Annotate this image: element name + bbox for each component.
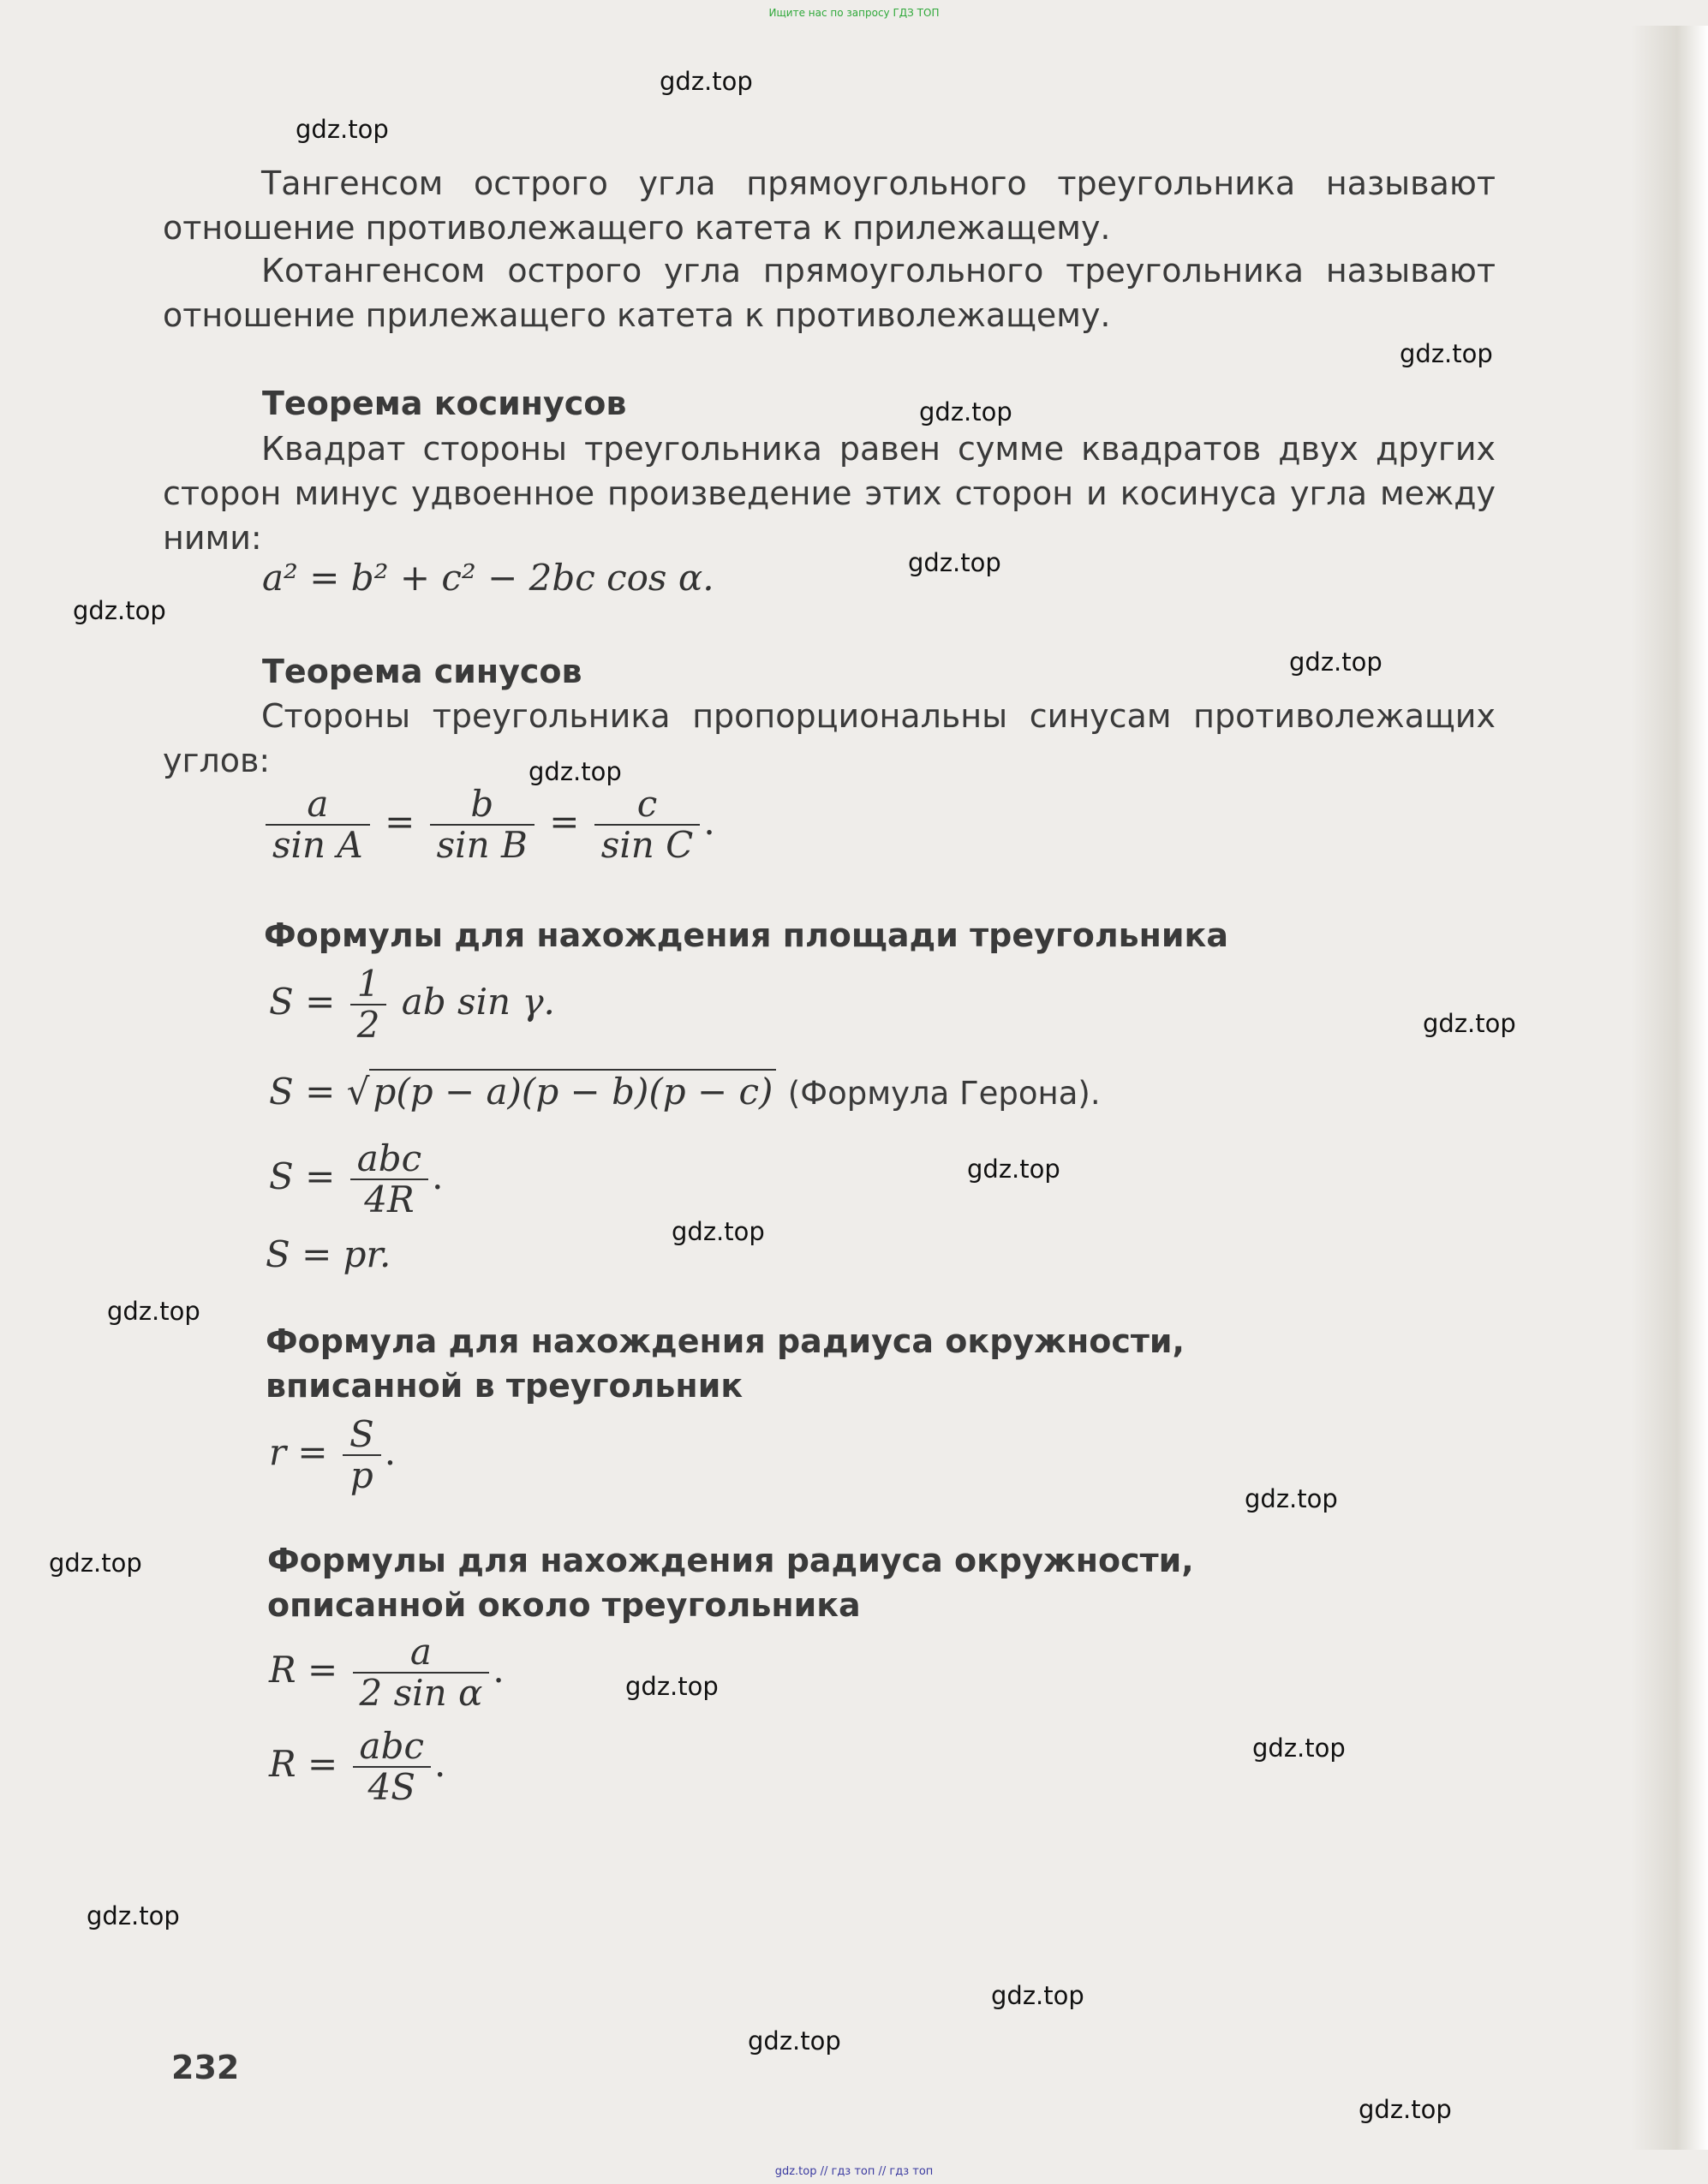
denominator: 2 — [356, 1004, 380, 1046]
paragraph-tangent — [163, 161, 1496, 250]
formula-left: R = — [269, 1743, 338, 1785]
watermark: gdz.top — [1289, 647, 1383, 677]
fraction — [594, 785, 701, 865]
watermark: gdz.top — [991, 1981, 1084, 2010]
denominator: sin B — [436, 824, 528, 866]
fraction — [353, 1632, 490, 1713]
paragraph-cotangent — [163, 248, 1496, 337]
formula-circumradius-sine: R = $\frac{a}{\text{2 sin α}}$ . — [269, 1631, 505, 1714]
formula-left: r = — [269, 1431, 328, 1473]
heading-sine-theorem: Теорема синусов — [262, 653, 582, 690]
fraction — [343, 1415, 381, 1495]
heading-area-formulas: Формулы для нахождения площади треугольника — [264, 916, 1228, 954]
watermark: gdz.top — [49, 1548, 142, 1578]
fraction — [353, 1727, 431, 1807]
footer-note: gdz.top // гдз топ // гдз топ — [774, 2165, 934, 2178]
paragraph-cosine-theorem — [163, 427, 1496, 560]
heading-cosine-theorem: Теорема косинусов — [262, 385, 627, 422]
watermark: gdz.top — [296, 115, 389, 144]
watermark: gdz.top — [1400, 339, 1493, 368]
heading-circumradius-2: описанной около треугольника — [267, 1586, 861, 1624]
watermark: gdz.top — [73, 596, 166, 625]
denominator: p — [349, 1454, 373, 1496]
formula-area-sine — [269, 964, 555, 1045]
header-note: Ищите нас по запросу ГДЗ ТОП — [768, 7, 940, 19]
formula-area-inradius: S = pr. — [266, 1233, 391, 1275]
formula-circumradius-area: R = $\frac{\text{abc}}{4S}$ . — [269, 1725, 446, 1808]
watermark: gdz.top — [660, 67, 753, 96]
formula-inradius: r = $\frac{S}{p}$ . — [269, 1413, 397, 1496]
numerator: b — [430, 785, 534, 826]
formula-area-heron: S = √p(p − a)(p − b)(p − c) (Формула Герона). — [269, 1071, 1101, 1113]
paragraph-text: Стороны треугольника пропорциональны синусам противолежащих углов: — [163, 697, 1496, 779]
watermark: gdz.top — [529, 757, 622, 786]
formula-sine-law: $\frac{a}{\text{sin A}}$ = $\frac{b}{\text{sin B}}$ = $\frac{c}{\text{sin C}}$ . — [262, 785, 715, 865]
watermark: gdz.top — [908, 548, 1001, 577]
watermark: gdz.top — [1252, 1733, 1346, 1763]
formula-left: S = — [269, 981, 336, 1023]
heading-inradius-1: Формула для нахождения радиуса окружности, — [266, 1322, 1185, 1360]
heading-circumradius-1: Формулы для нахождения радиуса окружности, — [267, 1542, 1194, 1579]
watermark: gdz.top — [748, 2026, 841, 2056]
watermark: gdz.top — [919, 397, 1012, 427]
denominator: sin A — [272, 824, 363, 866]
denominator: 4R — [364, 1179, 415, 1220]
heading-inradius-2: вписанной в треугольник — [266, 1367, 744, 1405]
formula-right: ab sin γ. — [401, 981, 555, 1023]
numerator: c — [594, 785, 701, 826]
formula-area-circumradius: S = $\frac{\text{abc}}{4R}$ . — [269, 1137, 444, 1220]
fraction — [266, 785, 370, 865]
formula-left: R = — [269, 1649, 338, 1691]
watermark: gdz.top — [87, 1901, 180, 1930]
numerator: S — [343, 1415, 381, 1456]
formula-left: S = — [269, 1071, 336, 1113]
watermark: gdz.top — [672, 1217, 765, 1246]
numerator: abc — [353, 1727, 431, 1768]
denominator: 4S — [367, 1766, 415, 1808]
radicand: p(p − a)(p − b)(p − c) — [369, 1069, 776, 1113]
watermark: gdz.top — [1359, 2095, 1452, 2124]
watermark: gdz.top — [967, 1155, 1060, 1184]
watermark: gdz.top — [107, 1297, 200, 1326]
numerator: a — [353, 1632, 490, 1674]
paragraph-text: Квадрат стороны треугольника равен сумме квадратов двух других сторон минус удвоенное произведение этих сторон и косинуса угла между ними: — [163, 430, 1496, 557]
page-edge-shadow — [1631, 26, 1708, 2150]
denominator: sin C — [600, 824, 694, 866]
watermark: gdz.top — [1245, 1484, 1338, 1513]
page-number: 232 — [171, 2049, 240, 2086]
fraction — [430, 785, 534, 865]
formula-left: S = — [269, 1155, 336, 1197]
denominator: 2 sin α — [359, 1672, 483, 1714]
paragraph-text: Котангенсом острого угла прямоугольного треугольника называют отношение прилежащего катета к противолежащему. — [163, 252, 1496, 334]
fraction — [350, 1139, 428, 1220]
formula-cosine-law: a² = b² + c² − 2bc cos α. — [262, 557, 714, 599]
paragraph-text: Тангенсом острого угла прямоугольного треугольника называют отношение противолежащего катета к прилежащему. — [163, 164, 1496, 247]
numerator: 1 — [350, 964, 387, 1005]
paragraph-sine-theorem — [163, 694, 1496, 783]
watermark: gdz.top — [625, 1672, 719, 1701]
heron-note: (Формула Герона). — [787, 1075, 1101, 1112]
fraction — [350, 964, 387, 1045]
numerator: abc — [350, 1139, 428, 1180]
watermark: gdz.top — [1423, 1009, 1516, 1038]
numerator: a — [266, 785, 370, 826]
